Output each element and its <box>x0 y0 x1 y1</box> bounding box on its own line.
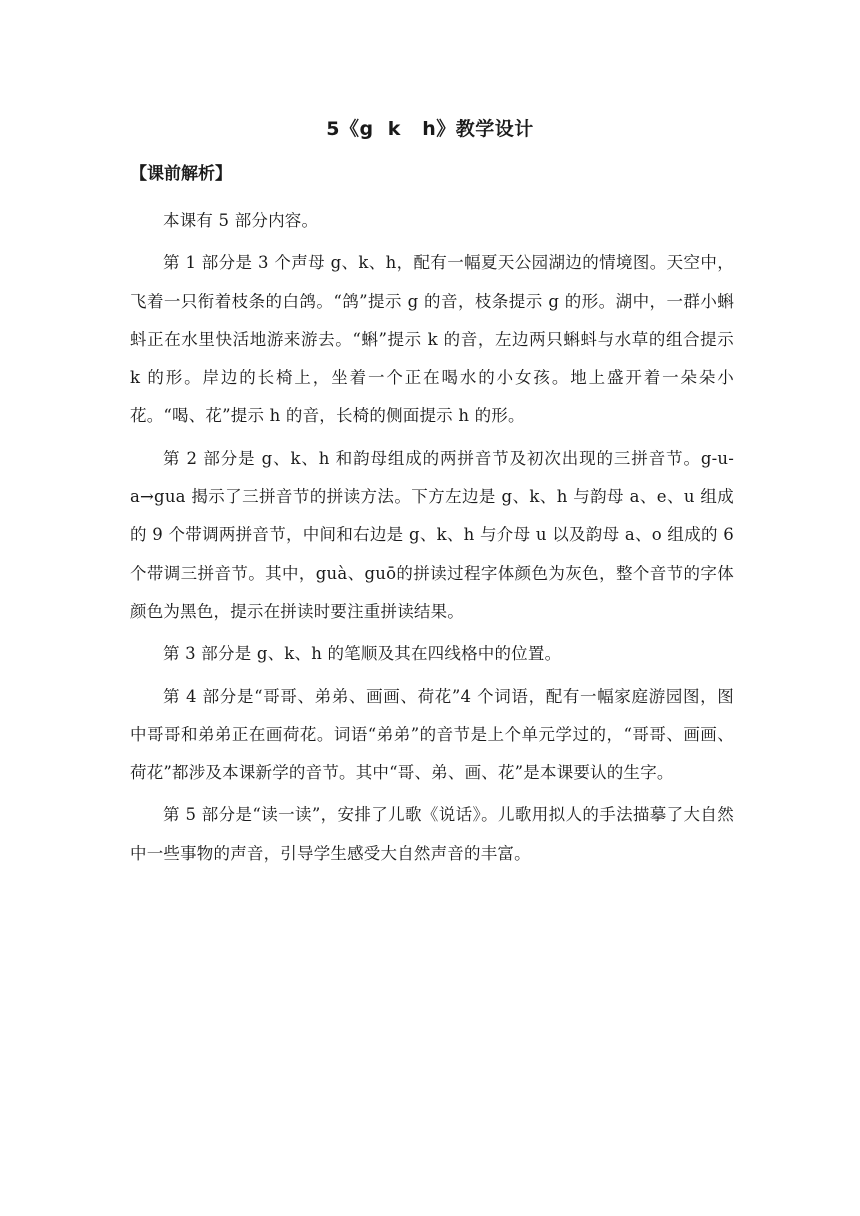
paragraph-part-2: 第 2 部分是 g、k、h 和韵母组成的两拼音节及初次出现的三拼音节。g-u-a→gua 揭示了三拼音节的拼读方法。下方左边是 g、k、h 与韵母 a、e、u 组成的 9 个带调两拼音节，中间和右边是 g、k、h 与介母 u 以及韵母 a、o 组成的 6 个带调三拼音节。其中，guà、guō的拼读过程字体颜色为灰色，整个音节的字体颜色为黑色，提示在拼读时要注重拼读结果。 <box>130 448 734 621</box>
paragraph-part-5: 第 5 部分是“读一读”，安排了儿歌《说话》。儿歌用拟人的手法描摹了大自然中一些事物的声音，引导学生感受大自然声音的丰富。 <box>130 805 734 863</box>
paragraph-part-3: 第 3 部分是 g、k、h 的笔顺及其在四线格中的位置。 <box>163 644 562 664</box>
paragraph-part-1: 第 1 部分是 3 个声母 g、k、h，配有一幅夏天公园湖边的情境图。天空中，飞着一只衔着枝条的白鸽。“鸽”提示 g 的音，枝条提示 g 的形。湖中，一群小蝌蚪正在水里快活地游来游去。“蝌”提示 k 的音，左边两只蝌蚪与水草的组合提示 k 的形。岸边的长椅上，坐着一个正在喝水的小女孩。地上盛开着一朵朵小花。“喝、花”提示 h 的音，长椅的侧面提示 h 的形。 <box>130 253 734 426</box>
document-title: 5《g k h》教学设计 <box>326 118 534 140</box>
section-heading: 【课前解析】 <box>130 164 232 184</box>
body-text <box>130 202 734 877</box>
paragraph-part-4: 第 4 部分是“哥哥、弟弟、画画、荷花”4 个词语，配有一幅家庭游园图，图中哥哥和弟弟正在画荷花。词语“弟弟”的音节是上个单元学过的，“哥哥、画画、荷花”都涉及本课新学的音节。其中“哥、弟、画、花”是本课要认的生字。 <box>130 686 734 783</box>
paragraph-intro: 本课有 5 部分内容。 <box>163 211 319 230</box>
